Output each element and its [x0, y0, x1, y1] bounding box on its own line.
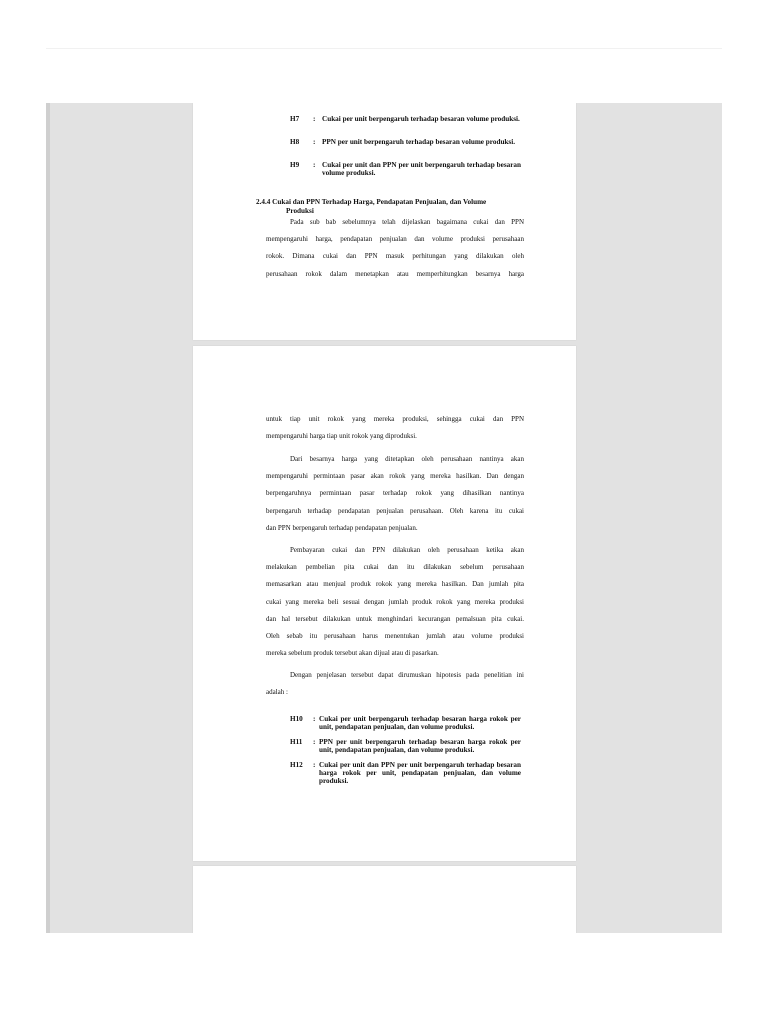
- document-page-1: H7 : Cukai per unit berpengaruh terhadap besaran volume produksi. H8 : PPN per unit berpengaruh terhadap besaran volume produksi. H9 : Cukai per unit dan PPN per unit berpengaruh terhadap besaran volume produksi. 2.4.4 Cukai dan PPN Terhadap Harga, Pendapatan Penjualan, dan Volume Produksi Pada sub bab sebelumnya telah dijelaskan bagaimana cukai dan PPN mempengaruhi harga, pendapatan penjualan dan volume produksi perusahaan rokok. Dimana cukai dan PPN masuk perhitungan yang dilakukan oleh perusahaan rokok dalam menetapkan atau memperhitungkan besarnya harga: [193, 103, 576, 340]
- paragraph-line: mereka sebelum produk tersebut akan dijual atau di pasarkan.: [266, 649, 439, 658]
- hypothesis-text: Cukai per unit berpengaruh terhadap besaran harga rokok per unit, pendapatan penjualan, dan volume produksi.: [319, 715, 521, 731]
- paragraph-line: mempengaruhi harga tiap unit rokok yang diproduksi.: [266, 432, 417, 441]
- paragraph-line: untuk tiap unit rokok yang mereka produksi, sehingga cukai dan PPN: [266, 415, 524, 423]
- section-heading-line-1: 2.4.4 Cukai dan PPN Terhadap Harga, Pendapatan Penjualan, dan Volume: [256, 198, 487, 206]
- paragraph-2: [266, 455, 524, 541]
- paragraph-line: adalah :: [266, 688, 288, 697]
- viewer-scrollbar[interactable]: [46, 103, 50, 933]
- paragraph-line: rokok. Dimana cukai dan PPN masuk perhitungan yang dilakukan oleh: [266, 252, 524, 261]
- hypothesis-text: PPN per unit berpengaruh terhadap besaran harga rokok per unit, pendapatan penjualan, dan volume produksi.: [319, 738, 521, 754]
- hypothesis-text: PPN per unit berpengaruh terhadap besaran volume produksi.: [322, 138, 516, 146]
- paragraph-line: Pada sub bab sebelumnya telah dijelaskan bagaimana cukai dan PPN: [290, 218, 524, 226]
- paragraph-line: perusahaan rokok dalam menetapkan atau memperhitungkan besarnya harga: [266, 269, 524, 278]
- paragraph-line: dan hal tersebut dilakukan untuk menghindari kecurangan pemalsuan pita cukai.: [266, 614, 524, 623]
- hypothesis-text: Cukai per unit berpengaruh terhadap besaran volume produksi.: [322, 115, 520, 123]
- paragraph-line: berpengaruhnya permintaan pasar terhadap rokok yang dihasilkan nantinya: [266, 489, 524, 498]
- paragraph-line: Oleh sebab itu perusahaan harus menentukan jumlah atau volume produksi: [266, 631, 524, 640]
- document-page-3: [193, 866, 576, 933]
- top-divider: [46, 48, 722, 49]
- paragraph-line: cukai yang mereka beli sesuai dengan jumlah produk rokok yang mereka produksi: [266, 597, 524, 606]
- paragraph-line: Dengan penjelasan tersebut dapat dirumuskan hipotesis pada penelitian ini: [290, 671, 524, 679]
- paragraph-line: memasarkan atau menjual produk rokok yang mereka hasilkan. Dan jumlah pita: [266, 580, 524, 589]
- hypothesis-code: H9: [290, 161, 300, 169]
- hypothesis-text: Cukai per unit dan PPN per unit berpengaruh terhadap besaran harga rokok per unit, pendapatan penjualan, dan volume produksi.: [319, 761, 521, 785]
- paragraph-continued: [266, 415, 524, 449]
- paragraph-4: [266, 671, 524, 705]
- hypothesis-code: H8: [290, 138, 300, 146]
- paragraph-line: mempengaruhi harga, pendapatan penjualan dan volume produksi perusahaan: [266, 235, 524, 244]
- hypothesis-code: H7: [290, 115, 300, 123]
- paragraph-line: Pembayaran cukai dan PPN dilakukan oleh perusahaan ketika akan: [290, 546, 524, 554]
- document-page-2: untuk tiap unit rokok yang mereka produksi, sehingga cukai dan PPN mempengaruhi harga tiap unit rokok yang diproduksi. Dari besarnya harga yang ditetapkan oleh perusahaan nantinya akan mempengaruhi permintaan pasar akan rokok yang mereka hasilkan. Dan dengan berpengaruhnya permintaan pasar terhadap rokok yang dihasilkan nantinya berpengaruh terhadap pendapatan penjualan perusahaan. Oleh karena itu cukai dan PPN berpengaruh terhadap pendapatan penjualan. Pembayaran cukai dan PPN dilakukan oleh perusahaan ketika akan melakukan pembelian pita cukai dan itu dilakukan sebelum perusahaan memasarkan atau menjual produk rokok yang mereka hasilkan. Dan jumlah pita cukai yang mereka beli sesuai dengan jumlah produk rokok yang mereka produksi dan hal tersebut dilakukan untuk menghindari kecurangan pemalsuan pita cukai. Oleh sebab itu perusahaan harus menentukan jumlah atau volume produksi mereka sebelum produk tersebut akan dijual atau di pasarkan. Dengan penjelasan tersebut dapat dirumuskan hipotesis pada penelitian ini adalah : H10 : Cukai per unit berpengaruh terhadap besaran harga rokok per unit, pendapatan penjualan, dan volume produksi. H11 : PPN per unit berpengaruh terhadap besaran harga rokok per unit, pendapatan penjualan, dan volume produksi. H12 : Cukai per unit dan PPN per unit berpengaruh terhadap besaran harga rokok per unit, pendapatan penjualan, dan volume produksi.: [193, 346, 576, 861]
- paragraph-line: Dari besarnya harga yang ditetapkan oleh perusahaan nantinya akan: [290, 455, 524, 463]
- document-viewer[interactable]: [46, 103, 722, 933]
- hypothesis-text: Cukai per unit dan PPN per unit berpengaruh terhadap besaran volume produksi.: [322, 161, 521, 177]
- hypothesis-code: H11: [290, 738, 303, 746]
- hypothesis-code: H12: [290, 761, 303, 769]
- paragraph-1: [266, 218, 524, 287]
- paragraph-line: mempengaruhi permintaan pasar akan rokok yang mereka hasilkan. Dan dengan: [266, 472, 524, 481]
- paragraph-line: dan PPN berpengaruh terhadap pendapatan penjualan.: [266, 523, 418, 532]
- paragraph-line: melakukan pembelian pita cukai dan itu dilakukan sebelum perusahaan: [266, 563, 524, 572]
- paragraph-line: berpengaruh terhadap pendapatan penjualan perusahaan. Oleh karena itu cukai: [266, 506, 524, 515]
- section-heading: [256, 198, 524, 215]
- paragraph-3: [266, 546, 524, 666]
- hypothesis-code: H10: [290, 715, 303, 723]
- section-heading-line-2: Produksi: [286, 206, 314, 215]
